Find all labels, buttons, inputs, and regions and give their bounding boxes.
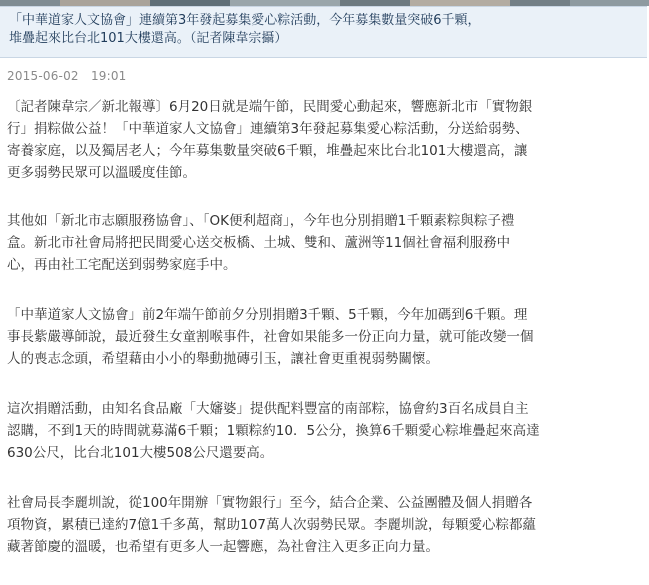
text-line: 心，再由社工宅配送到弱勢家庭手中。 — [7, 257, 237, 273]
text-line: 人的喪志念頭，希望藉由小小的舉動拋磚引玉，讓社會更重視弱勢關懷。 — [7, 351, 439, 367]
paragraph-1 — [7, 96, 532, 184]
text-line: 事長紫嚴導師說，最近發生女童割喉事件，社會如果能多一份正向力量，就可能改變一個 — [7, 329, 534, 345]
text-line: 更多弱勢民眾可以溫暖度佳節。 — [7, 165, 196, 181]
caption-text — [9, 12, 641, 48]
paragraph-4 — [7, 398, 540, 464]
photo-caption — [0, 6, 647, 58]
text-line: 630公尺，比台北101大樓508公尺還要高。 — [7, 445, 274, 461]
text-line: 其他如「新北市志願服務協會」、「OK便利超商」，今年也分別捐贈1千顆素粽與粽子禮 — [7, 213, 515, 229]
text-line: 盒。新北市社會局將把民間愛心送交板橋、土城、雙和、蘆洲等11個社會福利服務中 — [7, 235, 511, 251]
text-line: 項物資，累積已達約7億1千多萬，幫助107萬人次弱勢民眾。李麗圳說，每顆愛心粽都蘊 — [7, 517, 536, 533]
publish-timestamp: 2015-06-02 19:01 — [7, 69, 127, 83]
text-line: 〔記者陳韋宗／新北報導〕6月20日就是端午節，民間愛心動起來，響應新北市「實物銀 — [7, 99, 533, 115]
text-line: 「中華道家人文協會」前2年端午節前夕分別捐贈3千顆、5千顆，今年加碼到6千顆。理 — [7, 307, 528, 323]
paragraph-3 — [7, 304, 534, 370]
caption-line: 堆疊起來比台北101大樓還高。（記者陳韋宗攝） — [9, 31, 288, 46]
text-line: 藏著節慶的溫暖，也希望有更多人一起響應，為社會注入更多正向力量。 — [7, 539, 439, 555]
text-line: 認購，不到1天的時間就募滿6千顆；1顆粽約10．5公分，換算6千顆愛心粽堆疊起來高達 — [7, 423, 540, 439]
text-line: 社會局長李麗圳說，從100年開辦「實物銀行」至今，結合企業、公益團體及個人捐贈各 — [7, 495, 533, 511]
paragraph-5 — [7, 492, 536, 558]
caption-line: 「中華道家人文協會」連續第3年發起募集愛心粽活動，今年募集數量突破6千顆， — [9, 13, 481, 28]
text-line: 寄養家庭，以及獨居老人；今年募集數量突破6千顆，堆疊起來比台北101大樓還高，讓 — [7, 143, 528, 159]
text-line: 這次捐贈活動，由知名食品廠「大嬸婆」提供配料豐富的南部粽，協會約3百名成員自主 — [7, 401, 529, 417]
text-line: 行」捐粽做公益！「中華道家人文協會」連續第3年發起募集愛心粽活動，分送給弱勢、 — [7, 121, 529, 137]
paragraph-2 — [7, 210, 514, 276]
